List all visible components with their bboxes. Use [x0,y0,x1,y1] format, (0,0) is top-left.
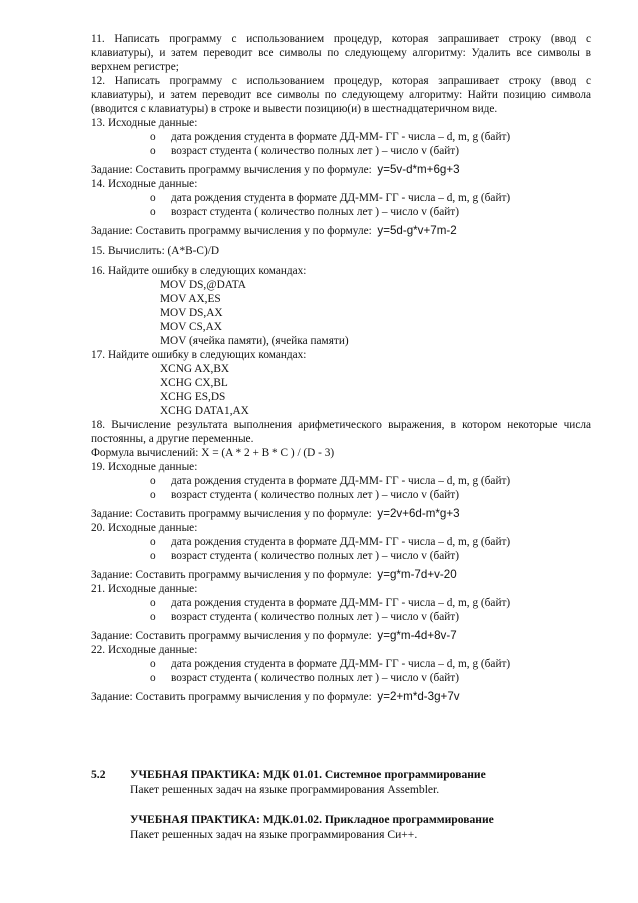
code-line: MOV CS,AX [160,321,222,333]
item-21-heading: 21. Исходные данные: [91,583,198,595]
item-20-bullet-age [150,549,459,563]
item-12-line-2: клавиатуры), и затем переводит все символы по следующему алгоритму: Найти позицию символа [91,89,591,101]
item-14-heading: 14. Исходные данные: [91,178,198,190]
item-12-line-1: 12. Написать программу с использованием процедур, которая запрашивает строку (ввод с [91,75,591,87]
item-22-bullet-birth [150,657,510,671]
formula: y=g*m-4d+8v-7 [377,629,457,642]
bullet-text: возраст студента ( количество полных лет ) – число v (байт) [171,206,459,218]
item-21-task [91,629,591,643]
item-22-task [91,690,591,704]
formula: y=g*m-7d+v-20 [377,568,457,581]
section-desc-2: Пакет решенных задач на языке программирования Си++. [130,828,418,841]
item-14-bullet-age [150,205,459,219]
item-21-bullet-age [150,610,459,624]
bullet-text: возраст студента ( количество полных лет ) – число v (байт) [171,145,459,157]
bullet-marker: o [150,131,156,143]
code-line: XCNG AX,BX [160,363,230,375]
item-20-heading: 20. Исходные данные: [91,522,198,534]
item-18-line-1: 18. Вычисление результата выполнения арифметического выражения, в котором некоторые числа [91,419,591,431]
item-13-heading: 13. Исходные данные: [91,117,198,129]
task-prefix: Задание: Составить программу вычисления у по формуле: [91,508,372,520]
item-19-heading: 19. Исходные данные: [91,461,198,473]
bullet-text: дата рождения студента в формате ДД-ММ- ГГ - числа – d, m, g (байт) [171,597,511,609]
item-20-task [91,568,591,582]
section-title-2: УЧЕБНАЯ ПРАКТИКА: МДК.01.02. Прикладное программирование [130,813,494,826]
bullet-marker: o [150,597,156,609]
item-16-heading: 16. Найдите ошибку в следующих командах: [91,265,307,277]
item-13-bullet-age [150,144,459,158]
item-18-line-2: постоянны, а другие переменные. [91,433,254,445]
section-desc-1: Пакет решенных задач на языке программирования Assembler. [130,783,440,796]
task-prefix: Задание: Составить программу вычисления у по формуле: [91,164,372,176]
bullet-text: возраст студента ( количество полных лет ) – число v (байт) [171,672,459,684]
code-line: MOV (ячейка памяти), (ячейка памяти) [160,335,349,347]
item-11-line-3: верхнем регистре; [91,61,179,73]
code-line: XCHG ES,DS [160,391,226,403]
section-number: 5.2 [91,768,106,781]
task-prefix: Задание: Составить программу вычисления у по формуле: [91,569,372,581]
item-13-task [91,163,591,177]
bullet-marker: o [150,658,156,670]
bullet-marker: o [150,672,156,684]
task-prefix: Задание: Составить программу вычисления у по формуле: [91,630,372,642]
bullet-text: дата рождения студента в формате ДД-ММ- ГГ - числа – d, m, g (байт) [171,536,511,548]
bullet-marker: o [150,145,156,157]
item-15: 15. Вычислить: (A*B-C)/D [91,245,220,257]
section-title-1: УЧЕБНАЯ ПРАКТИКА: МДК 01.01. Системное программирование [130,768,486,781]
formula: y=2v+6d-m*g+3 [377,507,460,520]
item-13-bullet-birth [150,130,510,144]
item-14-task [91,224,591,238]
item-19-task [91,507,591,521]
code-line: XCHG DATA1,AX [160,405,249,417]
bullet-text: дата рождения студента в формате ДД-ММ- ГГ - числа – d, m, g (байт) [171,658,511,670]
bullet-text: дата рождения студента в формате ДД-ММ- ГГ - числа – d, m, g (байт) [171,475,511,487]
bullet-text: дата рождения студента в формате ДД-ММ- ГГ - числа – d, m, g (байт) [171,192,511,204]
item-20-bullet-birth [150,535,510,549]
item-17-heading: 17. Найдите ошибку в следующих командах: [91,349,307,361]
code-line: MOV DS,@DATA [160,279,246,291]
task-prefix: Задание: Составить программу вычисления у по формуле: [91,691,372,703]
item-21-bullet-birth [150,596,510,610]
item-19-bullet-birth [150,474,510,488]
bullet-text: возраст студента ( количество полных лет ) – число v (байт) [171,550,459,562]
item-11-line-1: 11. Написать программу с использованием процедур, которая запрашивает строку (ввод с [91,33,591,45]
bullet-marker: o [150,192,156,204]
task-prefix: Задание: Составить программу вычисления у по формуле: [91,225,372,237]
bullet-marker: o [150,611,156,623]
bullet-marker: o [150,536,156,548]
code-line: MOV AX,ES [160,293,221,305]
code-line: MOV DS,AX [160,307,223,319]
bullet-marker: o [150,206,156,218]
bullet-marker: o [150,550,156,562]
bullet-marker: o [150,489,156,501]
item-22-heading: 22. Исходные данные: [91,644,198,656]
item-22-bullet-age [150,671,459,685]
item-12-line-3: (вводится с клавиатуры) в строке и вывести позицию(и) в шестнадцатеричном виде. [91,103,498,115]
item-11-line-2: клавиатуры), и затем переводит все символы по следующему алгоритму: Удалить все символы в [91,47,591,59]
bullet-text: дата рождения студента в формате ДД-ММ- ГГ - числа – d, m, g (байт) [171,131,511,143]
item-18-line-3: Формула вычислений: X = (A * 2 + B * C ) / (D - 3) [91,447,335,459]
formula: y=2+m*d-3g+7v [377,690,460,703]
bullet-text: возраст студента ( количество полных лет ) – число v (байт) [171,489,459,501]
formula: y=5d-g*v+7m-2 [377,224,457,237]
code-line: XCHG CX,BL [160,377,228,389]
formula: y=5v-d*m+6g+3 [377,163,460,176]
bullet-text: возраст студента ( количество полных лет ) – число v (байт) [171,611,459,623]
item-14-bullet-birth [150,191,510,205]
bullet-marker: o [150,475,156,487]
item-19-bullet-age [150,488,459,502]
